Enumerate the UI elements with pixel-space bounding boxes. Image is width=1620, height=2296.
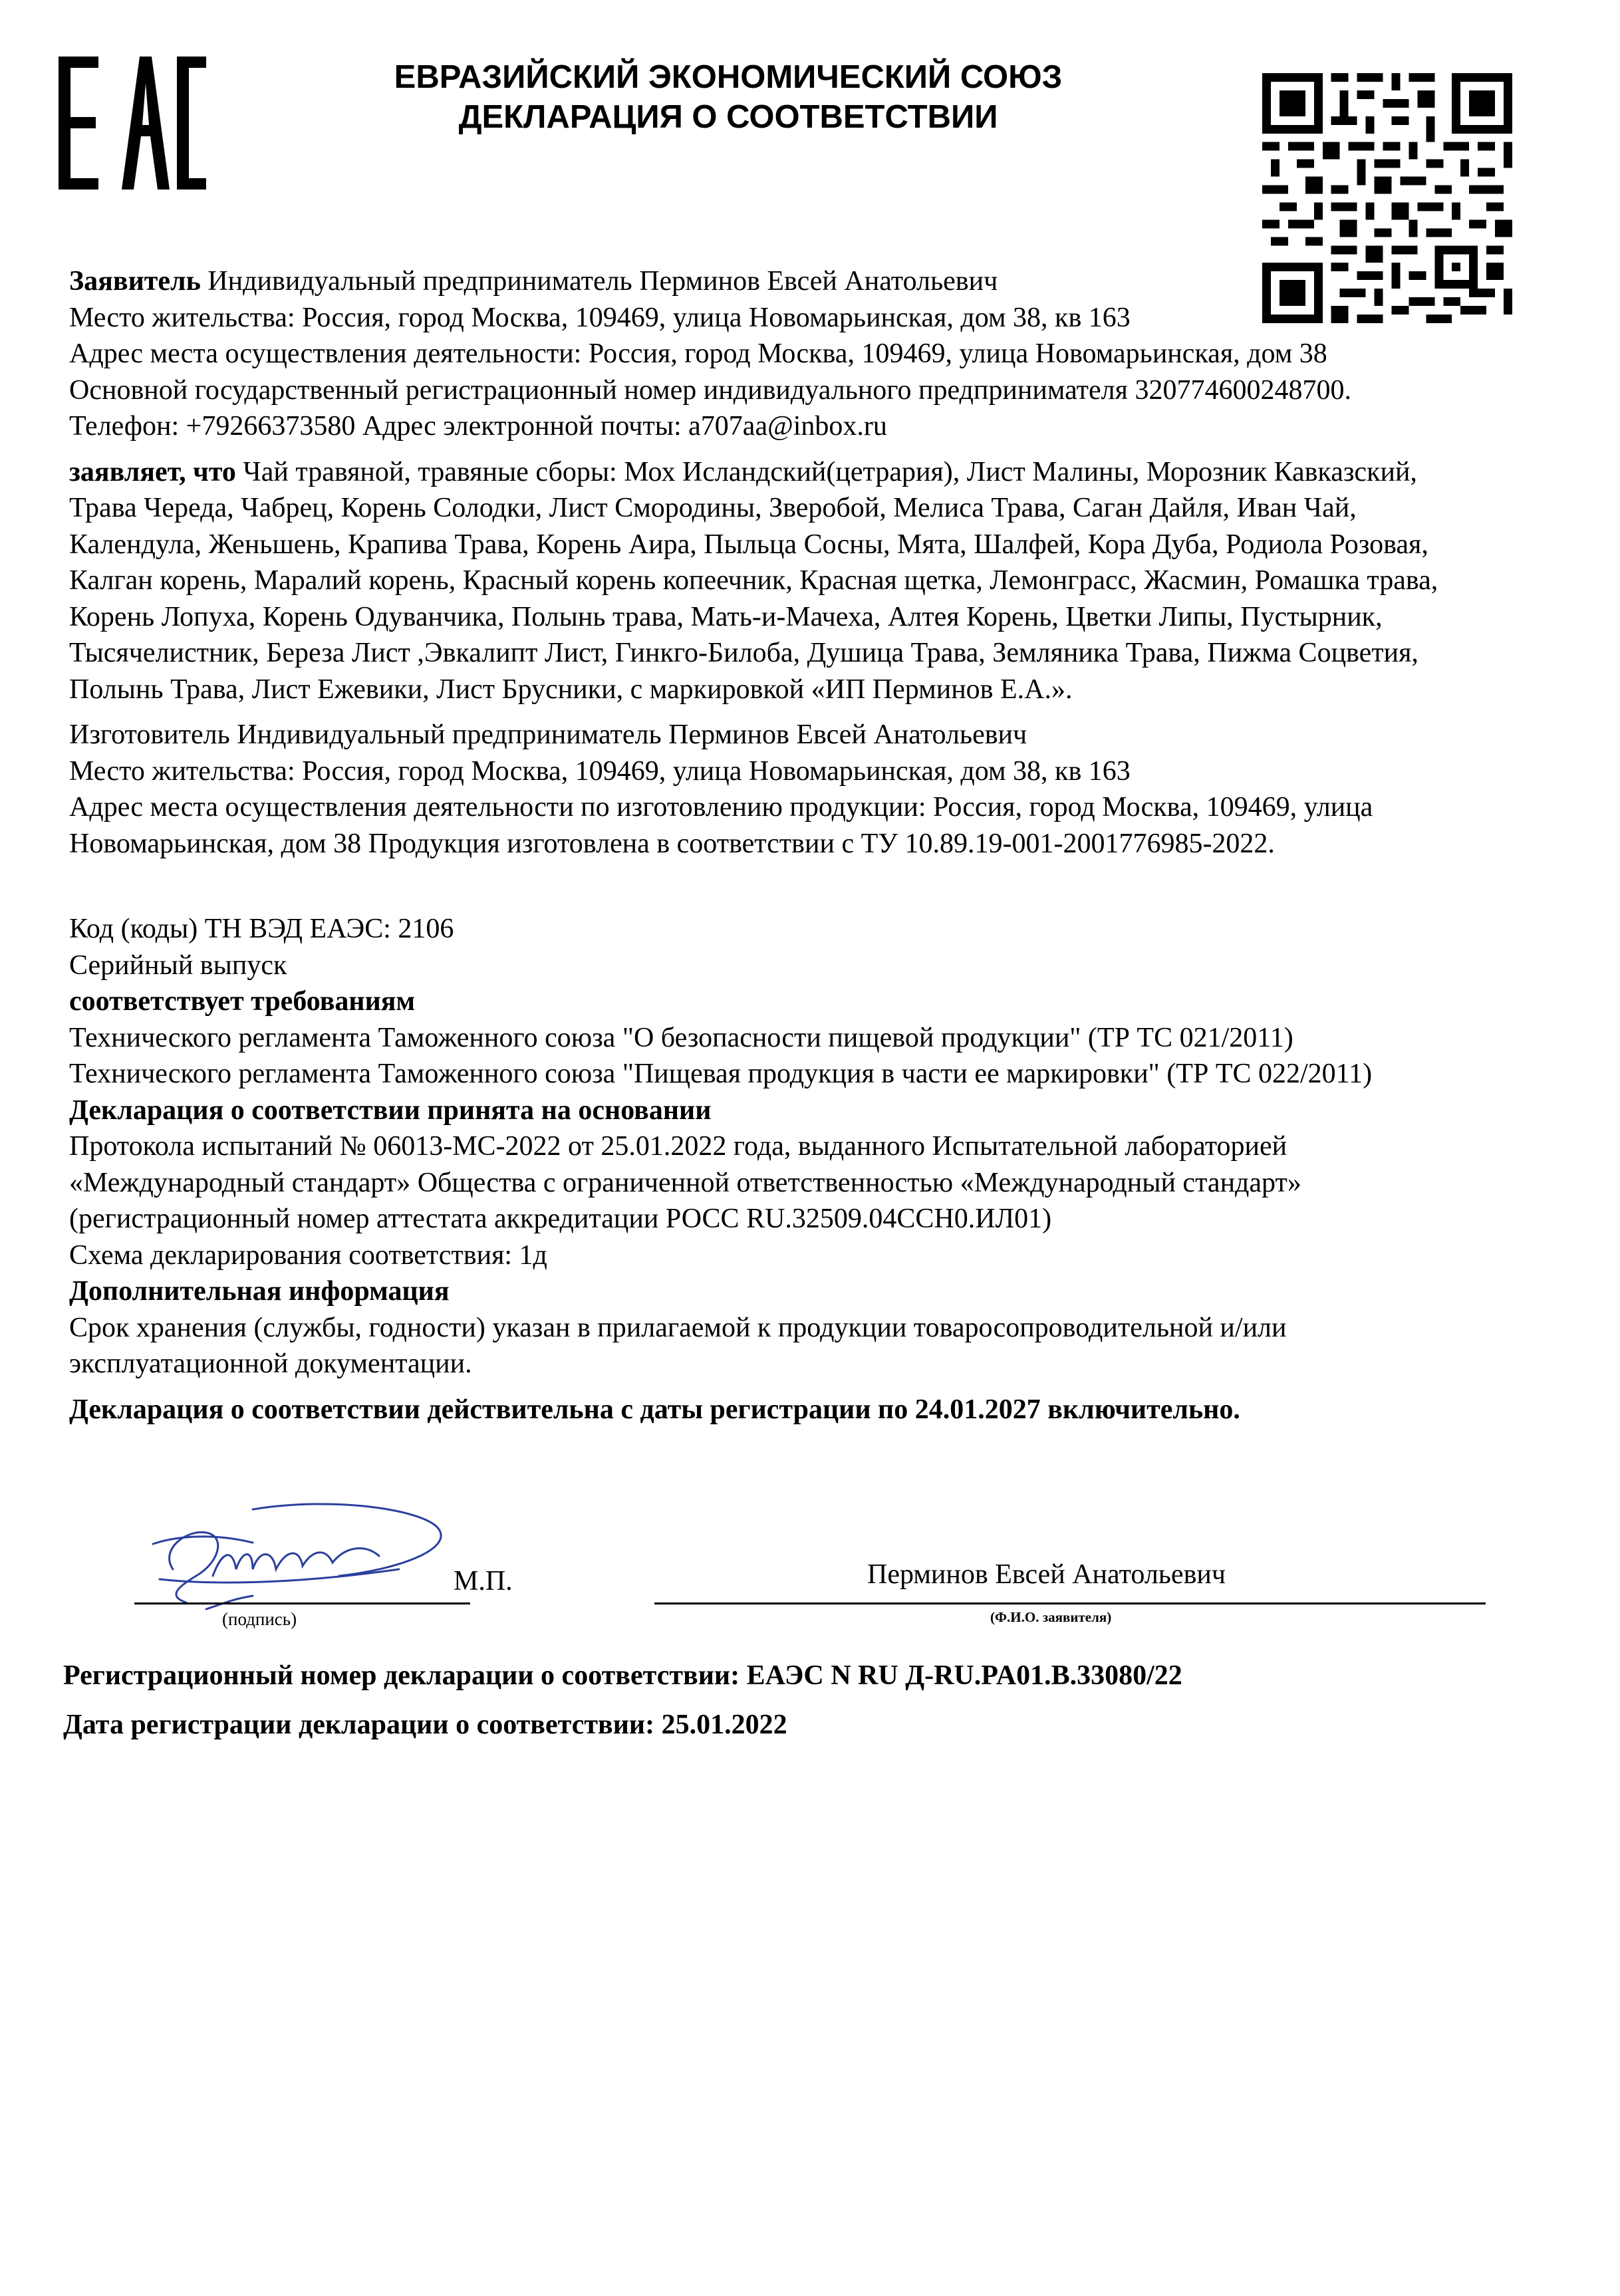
declaration-body — [69, 263, 1486, 1428]
declares-label: заявляет, что — [69, 456, 236, 487]
applicant-residence: Место жительства: Россия, город Москва, 109469, улица Новомарьинская, дом 38, кв 163 — [69, 302, 1131, 333]
manufacturer-production: Адрес места осуществления деятельности по изготовлению продукции: Россия, город Москва, 109469, улица Новомарьинская, дом 38 Продукция изготовлена в соответствии с ТУ 10.89.19-001-2001776985-2022. — [69, 792, 1373, 859]
signature-row — [69, 1556, 1486, 1649]
applicant-ogrn: Основной государственный регистрационный номер индивидуального предпринимателя 320774600248700. — [69, 374, 1351, 406]
manufacturer-residence: Место жительства: Россия, город Москва, 109469, улица Новомарьинская, дом 38, кв 163 — [69, 755, 1131, 787]
signature-line — [134, 1602, 470, 1604]
tn-ved-code: Код (коды) ТН ВЭД ЕАЭС: 2106 — [69, 914, 454, 944]
document-header — [279, 57, 1177, 137]
requirement-item-1: Технического регламента Таможенного союза "О безопасности пищевой продукции" (ТР ТС 021/2011) — [69, 1022, 1293, 1053]
applicant-name: Индивидуальный предприниматель Перминов Евсей Анатольевич — [200, 266, 998, 297]
registration-date: Дата регистрации декларации о соответствии: 25.01.2022 — [63, 1710, 787, 1740]
applicant-line — [69, 263, 1486, 300]
fio-line — [654, 1602, 1486, 1604]
basis-scheme: Схема декларирования соответствия: 1д — [69, 1239, 547, 1271]
manufacturer-name: Изготовитель Индивидуальный предприниматель Перминов Евсей Анатольевич — [69, 719, 1027, 750]
registration-number: Регистрационный номер декларации о соответствии: ЕАЭС N RU Д-RU.PA01.B.33080/22 — [63, 1660, 1182, 1691]
stamp-placeholder: М.П. — [454, 1566, 513, 1596]
requirements-heading: соответствует требованиям — [69, 986, 416, 1017]
applicant-activity-address: Адрес места осуществления деятельности: Россия, город Москва, 109469, улица Новомарьинская, дом 38 — [69, 338, 1327, 369]
applicant-contacts: Телефон: +79266373580 Адрес электронной почты: a707aa@inbox.ru — [69, 411, 887, 442]
basis-heading: Декларация о соответствии принята на основании — [69, 1094, 712, 1126]
declares-paragraph — [69, 454, 1486, 708]
additional-heading: Дополнительная информация — [69, 1276, 450, 1307]
applicant-label: Заявитель — [69, 266, 201, 297]
release-type: Серийный выпуск — [69, 950, 287, 981]
applicant-fio: Перминов Евсей Анатольевич — [867, 1559, 1226, 1590]
header-title-line2: ДЕКЛАРАЦИЯ О СООТВЕТСТВИИ — [458, 99, 998, 135]
requirement-item-2: Технического регламента Таможенного союза "Пищевая продукция в части ее маркировки" (ТР ТС 022/2011) — [69, 1059, 1373, 1089]
basis-protocol: Протокола испытаний № 06013-МС-2022 от 25.01.2022 года, выданного Испытательной лабораторией «Международный стандарт» Общества с ограниченной ответственностью «Международный стандарт» (регистрационный номер аттестата аккредитации РОСС RU.32509.04ССН0.ИЛ01) — [69, 1131, 1301, 1234]
signature-caption: (подпись) — [222, 1609, 297, 1629]
header-title-line1: ЕВРАЗИЙСКИЙ ЭКОНОМИЧЕСКИЙ СОЮЗ — [394, 59, 1063, 95]
fio-caption: (Ф.И.О. заявителя) — [990, 1609, 1112, 1625]
additional-text: Срок хранения (службы, годности) указан в прилагаемой к продукции товаросопроводительной и/или эксплуатационной документации. — [69, 1312, 1287, 1379]
validity-statement: Декларация о соответствии действительна с даты регистрации по 24.01.2027 включительно. — [69, 1394, 1240, 1425]
declares-product: Чай травяной, травяные сборы: Мох Исландский(цетрария), Лист Малины, Морозник Кавказский, Трава Череда, Чабрец, Корень Солодки, Лист Смородины, Зверобой, Мелиса Трава, Саган Дайля, Иван Чай, Календула, Женьшень, Крапива Трава, Корень Аира, Пыльца Сосны, Мята, Шалфей, Кора Дуба, Родиола Розовая, Калган корень, Маралий корень, Красный корень копеечник, Красная щетка, Лемонграсс, Жасмин, Ромашка трава, Корень Лопуха, Корень Одуванчика, Полынь трава, Мать-и-Мачеха, Алтея Корень, Цветки Липы, Пустырник, Тысячелистник, Береза Лист ,Эвкалипт Лист, Гинкго-Билоба, Душица Трава, Земляника Трава, Пижма Соцветия, Полынь Трава, Лист Ежевики, Лист Брусники, с маркировкой «ИП Перминов Е.А.». — [69, 456, 1438, 705]
eac-logo — [59, 57, 206, 190]
